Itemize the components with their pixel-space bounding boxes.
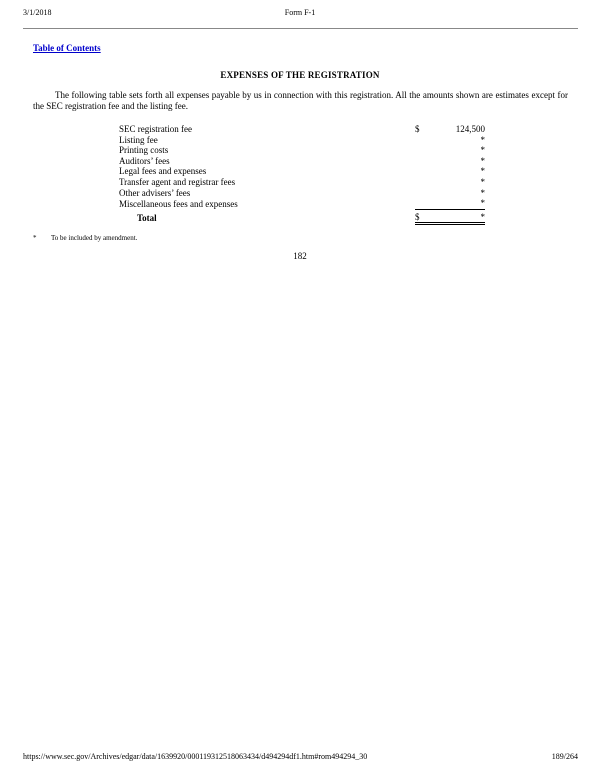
header-form-title: Form F-1 <box>284 8 316 17</box>
table-row <box>119 145 485 156</box>
table-row <box>119 135 485 146</box>
expense-currency <box>415 166 445 177</box>
expense-amount: * <box>480 198 485 209</box>
expense-amount: 124,500 <box>455 124 485 134</box>
expense-label: Other advisers’ fees <box>119 187 191 198</box>
total-currency: $ <box>415 209 445 224</box>
footnote-mark: * <box>33 234 37 242</box>
table-row <box>119 177 485 188</box>
expense-label: Legal fees and expenses <box>119 166 207 177</box>
footer-page-count: 189/264 <box>551 752 578 761</box>
expense-label: Transfer agent and registrar fees <box>119 176 236 187</box>
expense-currency: $ <box>415 124 420 134</box>
intro-paragraph: The following table sets forth all expenses payable by us in connection with this registration. All the amounts shown are estimates except for the SEC registration fee and the listing fee. <box>33 90 568 111</box>
page-number: 182 <box>293 251 307 261</box>
expense-label: Printing costs <box>119 145 169 156</box>
expense-currency <box>415 145 445 156</box>
expenses-table <box>119 124 485 225</box>
expense-amount: * <box>480 155 485 166</box>
expense-amount: * <box>480 145 485 156</box>
total-amount: * <box>445 209 485 224</box>
header-date: 3/1/2018 <box>23 8 52 17</box>
expense-amount: * <box>480 134 485 145</box>
expense-currency <box>415 177 445 188</box>
table-of-contents-link[interactable]: Table of Contents <box>33 43 101 53</box>
expense-label: Listing fee <box>119 134 158 145</box>
table-row <box>119 166 485 177</box>
expense-label: Miscellaneous fees and expenses <box>119 198 238 209</box>
table-row <box>119 198 485 209</box>
expense-amount: * <box>480 176 485 187</box>
expense-currency <box>415 188 445 199</box>
expense-label: SEC registration fee <box>119 124 192 134</box>
total-row <box>119 209 485 224</box>
expense-currency <box>415 156 445 167</box>
expense-amount: * <box>480 187 485 198</box>
table-row <box>119 124 485 135</box>
expense-currency <box>415 135 445 146</box>
expense-amount: * <box>480 166 485 177</box>
expense-label: Auditors’ fees <box>119 155 170 166</box>
table-row <box>119 156 485 167</box>
header-divider <box>23 28 578 29</box>
footer-url: https://www.sec.gov/Archives/edgar/data/1639920/000119312518063434/d494294df1.htm#rom494294_30 <box>23 752 368 761</box>
footnote-text: To be included by amendment. <box>51 234 138 242</box>
expense-currency <box>415 198 445 209</box>
table-row <box>119 188 485 199</box>
total-label: Total <box>137 213 157 224</box>
section-title: EXPENSES OF THE REGISTRATION <box>220 70 380 80</box>
